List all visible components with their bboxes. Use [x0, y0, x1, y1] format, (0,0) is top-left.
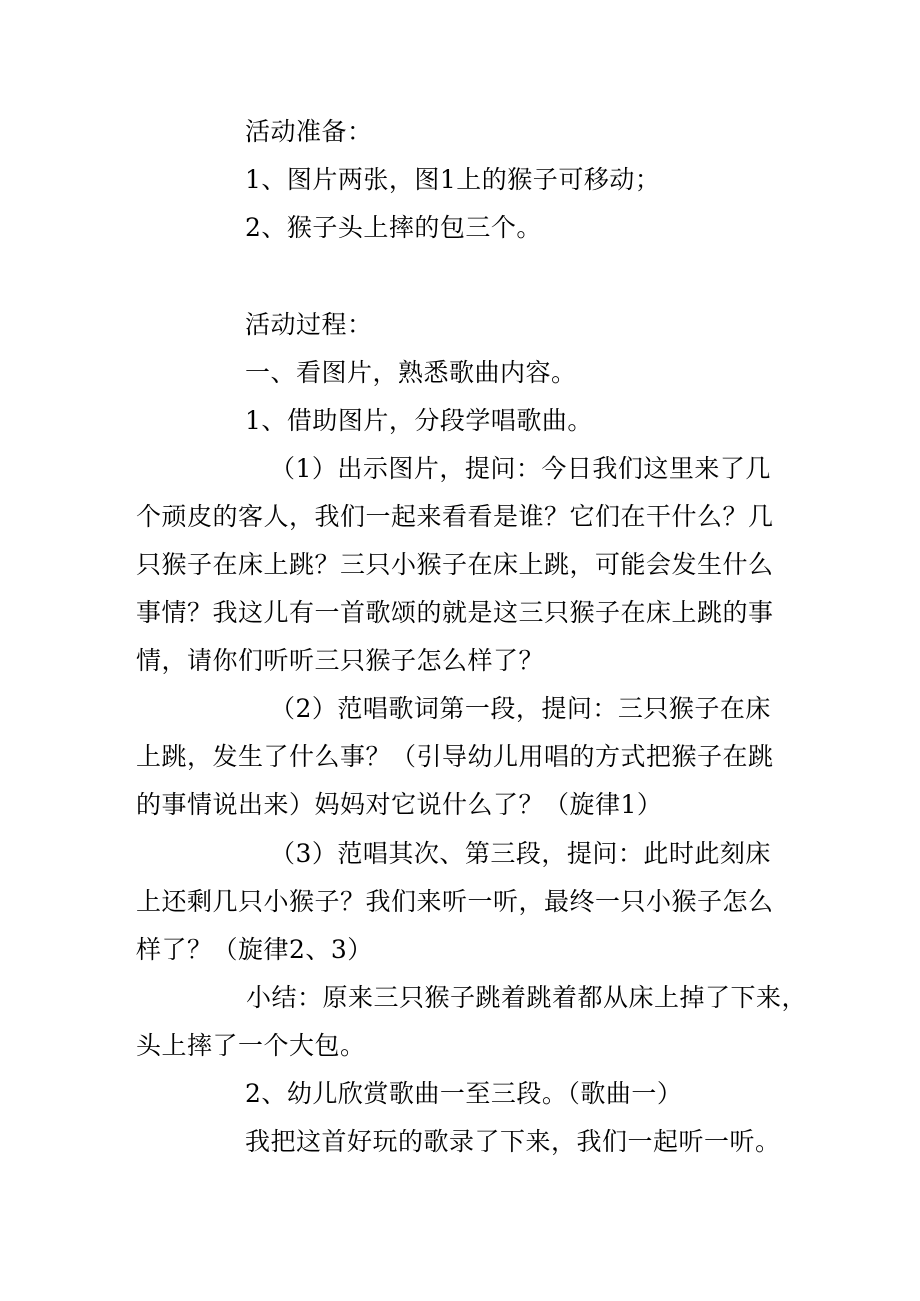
- paragraph-3-line-2: 上还剩几只小猴子？我们来听一听，最终一只小猴子怎么: [136, 887, 774, 916]
- paragraph-2-line-3: 的事情说出来）妈妈对它说什么了？（旋律1）: [136, 790, 663, 819]
- preparation-item-2: 2、猴子头上摔的包三个。: [245, 213, 542, 242]
- preparation-item-1: 1、图片两张，图1上的猴子可移动；: [245, 165, 661, 194]
- heading-activity-process: 活动过程：: [245, 310, 373, 339]
- paragraph-1-line-2: 个顽皮的客人，我们一起来看看是谁？它们在干什么？几: [136, 502, 774, 531]
- process-step-2-title: 2、幼儿欣赏歌曲一至三段。（歌曲一）: [245, 1079, 683, 1108]
- process-step-2-text: 我把这首好玩的歌录了下来，我们一起听一听。: [245, 1127, 781, 1156]
- process-section-1-title: 一、看图片，熟悉歌曲内容。: [245, 358, 577, 387]
- paragraph-2-line-1: （2）范唱歌词第一段，提问：三只猴子在床: [270, 694, 771, 723]
- summary-line-2: 头上摔了一个大包。: [136, 1031, 366, 1060]
- heading-activity-preparation: 活动准备：: [245, 117, 373, 146]
- paragraph-1-line-4: 事情？我这儿有一首歌颂的就是这三只猴子在床上跳的事: [136, 598, 774, 627]
- paragraph-1-line-1: （1）出示图片，提问：今日我们这里来了几: [270, 454, 771, 483]
- process-step-1-title: 1、借助图片，分段学唱歌曲。: [245, 406, 593, 435]
- paragraph-1-line-3: 只猴子在床上跳？三只小猴子在床上跳，可能会发生什么: [136, 550, 774, 579]
- paragraph-1-line-5: 情，请你们听听三只猴子怎么样了？: [136, 646, 545, 675]
- paragraph-3-line-3: 样了？（旋律2、3）: [136, 935, 373, 964]
- paragraph-3-line-1: （3）范唱其次、第三段，提问：此时此刻床: [270, 839, 771, 868]
- paragraph-2-line-2: 上跳，发生了什么事？（引导幼儿用唱的方式把猴子在跳: [136, 742, 774, 771]
- summary-line-1: 小结：原来三只猴子跳着跳着都从床上掉了下来，: [246, 983, 808, 1012]
